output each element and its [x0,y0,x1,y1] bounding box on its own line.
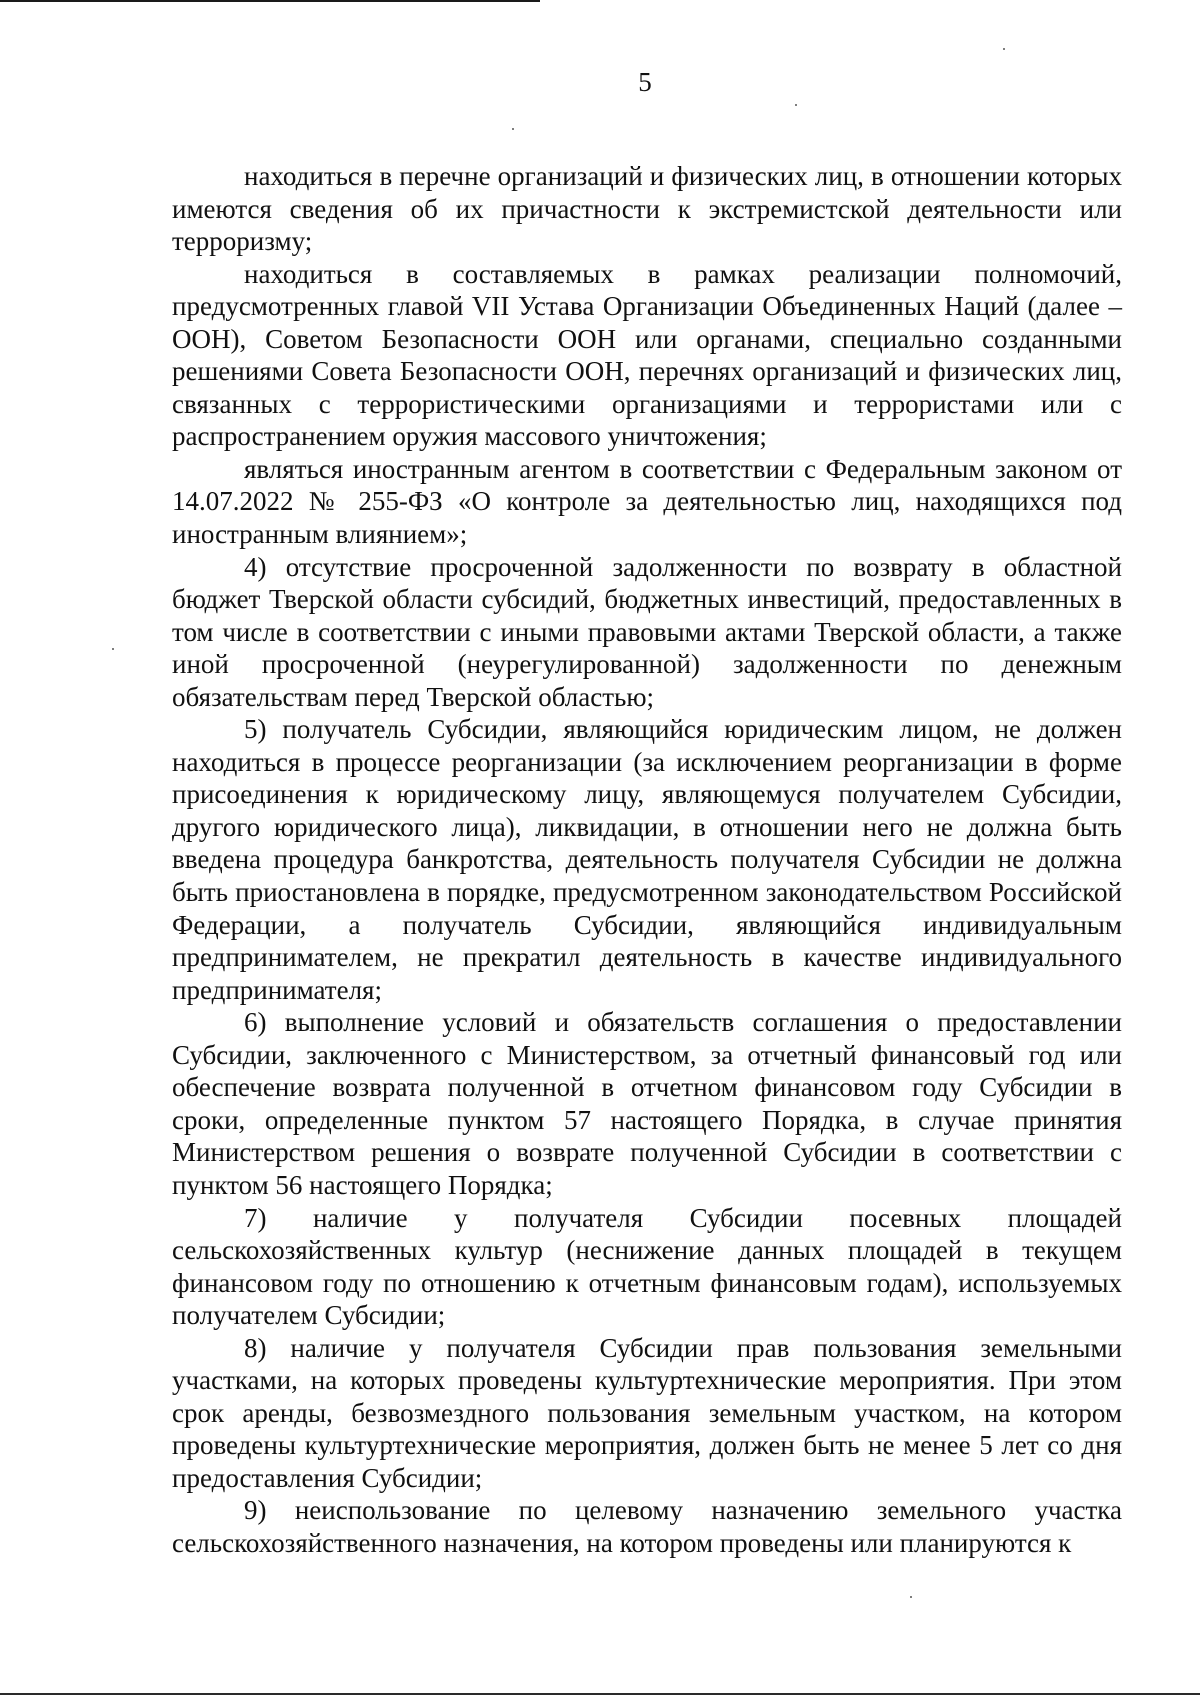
paragraph-un-sanctions-list: находиться в составляемых в рамках реализации полномочий, предусмотренных главой VII Устава Организации Объединенных Наций (далее – ООН), Советом Безопасности ООН или органами, специально созданными решениями Совета Безопасности ООН, перечнях организаций и физических лиц, связанных с террористическими организациями и террористами или с распространением оружия массового уничтожения; [172,258,1122,452]
scan-edge-top [0,0,540,2]
document-body [172,160,1122,1560]
scan-speck [512,128,514,130]
paragraph-item-4: 4) отсутствие просроченной задолженности по возврату в областной бюджет Тверской области субсидий, бюджетных инвестиций, предоставленных в том числе в соответствии с иными правовыми актами Тверской области, а также иной просроченной (неурегулированной) задолженности по денежным обязательствам перед Тверской областью; [172,551,1122,712]
scan-speck [1003,48,1005,50]
paragraph-foreign-agent: являться иностранным агентом в соответствии с Федеральным законом от 14.07.2022 № 255-ФЗ «О контроле за деятельностью лиц, находящихся под иностранным влиянием»; [172,453,1122,550]
scan-speck [910,1596,912,1598]
paragraph-item-5: 5) получатель Субсидии, являющийся юридическим лицом, не должен находиться в процессе реорганизации (за исключением реорганизации в форме присоединения к юридическому лицу, являющемуся получателем Субсидии, другого юридического лица), ликвидации, в отношении него не должна быть введена процедура банкротства, деятельность получателя Субсидии не должна быть приостановлена в порядке, предусмотренном законодательством Российской Федерации, а получатель Субсидии, являющийся индивидуальным предпринимателем, не прекратил деятельность в качестве индивидуального предпринимателя; [172,714,1122,1005]
paragraph-item-6: 6) выполнение условий и обязательств соглашения о предоставлении Субсидии, заключенного с Министерством, за отчетный финансовый год или обеспечение возврата полученной в отчетном финансовом году Субсидии в сроки, определенные пунктом 57 настоящего Порядка, в случае принятия Министерством решения о возврате полученной Субсидии в соответствии с пунктом 56 настоящего Порядка; [172,1007,1122,1200]
paragraph-extremist-list: находиться в перечне организаций и физических лиц, в отношении которых имеются сведения об их причастности к экстремистской деятельности или терроризму; [172,161,1122,257]
scan-speck [112,648,114,650]
page-number: 5 [638,67,652,97]
scan-speck [795,104,797,106]
paragraph-item-8: 8) наличие у получателя Субсидии прав пользования земельными участками, на которых проведены культуртехнические мероприятия. При этом срок аренды, безвозмездного пользования земельным участком, на котором проведены культуртехнические мероприятия, должен быть не менее 5 лет со дня предоставления Субсидии; [172,1332,1122,1493]
paragraph-item-9: 9) неиспользование по целевому назначению земельного участка сельскохозяйственного назначения, на котором проведены или планируются к [172,1495,1122,1558]
paragraph-item-7: 7) наличие у получателя Субсидии посевных площадей сельскохозяйственных культур (неснижение данных площадей в текущем финансовом году по отношению к отчетным финансовым годам), используемых получателем Субсидии; [172,1202,1122,1331]
